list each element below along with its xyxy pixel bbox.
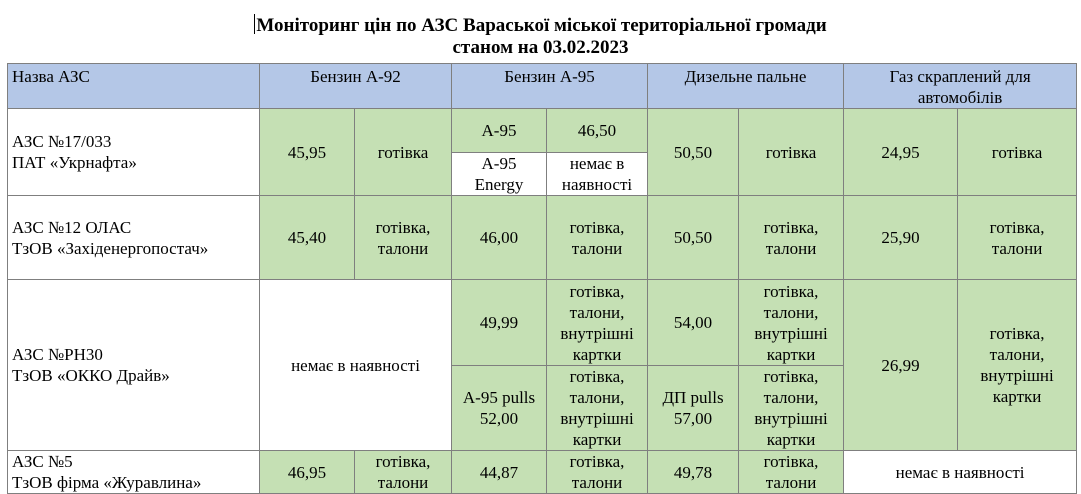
a95-label-cell: А-95 xyxy=(452,109,547,153)
price-table xyxy=(7,63,1077,494)
header-diesel: Дизельне пальне xyxy=(648,64,844,109)
diesel-payment-cell: готівка, талони xyxy=(739,451,844,494)
diesel-price-cell: 54,00 xyxy=(648,280,739,366)
station-name-cell: АЗС №РН30 ТзОВ «ОККО Драйв» xyxy=(8,280,260,451)
table-row xyxy=(8,109,1077,153)
a95-pulls-cell: А-95 pulls 52,00 xyxy=(452,366,547,451)
a92-price-cell: 45,40 xyxy=(260,196,355,280)
a95-price-cell: 49,99 xyxy=(452,280,547,366)
station-name-cell: АЗС №17/033 ПАТ «Укрнафта» xyxy=(8,109,260,196)
dp-pulls-cell: ДП pulls 57,00 xyxy=(648,366,739,451)
gas-price-cell: 26,99 xyxy=(844,280,958,451)
title-line-1: Моніторинг цін по АЗС Вараської міської територіальної громади xyxy=(256,15,827,36)
diesel-price-cell: 49,78 xyxy=(648,451,739,494)
diesel-payment-cell: готівка, талони, внутрішні картки xyxy=(739,280,844,366)
diesel-price-cell: 50,50 xyxy=(648,109,739,196)
a95-energy-label-cell: А-95 Energy xyxy=(452,153,547,196)
header-gas: Газ скраплений для автомобілів xyxy=(844,64,1077,109)
a92-price-cell: 46,95 xyxy=(260,451,355,494)
header-row xyxy=(8,64,1077,109)
a92-payment-cell: готівка, талони xyxy=(355,196,452,280)
page-title xyxy=(0,14,1081,59)
gas-price-cell: 25,90 xyxy=(844,196,958,280)
diesel-payment-cell: готівка, талони xyxy=(739,196,844,280)
a95-price-cell: 44,87 xyxy=(452,451,547,494)
table-row xyxy=(8,451,1077,494)
gas-payment-cell: готівка xyxy=(958,109,1077,196)
a92-status-cell: немає в наявності xyxy=(260,280,452,451)
gas-status-cell: немає в наявності xyxy=(844,451,1077,494)
dp-pulls-payment-cell: готівка, талони, внутрішні картки xyxy=(739,366,844,451)
a95-payment-cell: готівка, талони, внутрішні картки xyxy=(547,280,648,366)
a95-payment-cell: готівка, талони xyxy=(547,196,648,280)
table-row xyxy=(8,280,1077,366)
a95-energy-status-cell: немає в наявності xyxy=(547,153,648,196)
title-line-2: станом на 03.02.2023 xyxy=(452,37,629,58)
diesel-payment-cell: готівка xyxy=(739,109,844,196)
gas-price-cell: 24,95 xyxy=(844,109,958,196)
header-a95: Бензин А-95 xyxy=(452,64,648,109)
diesel-price-cell: 50,50 xyxy=(648,196,739,280)
a95-pulls-payment-cell: готівка, талони, внутрішні картки xyxy=(547,366,648,451)
a92-price-cell: 45,95 xyxy=(260,109,355,196)
table-row xyxy=(8,196,1077,280)
a92-payment-cell: готівка, талони xyxy=(355,451,452,494)
a95-price-cell: 46,00 xyxy=(452,196,547,280)
header-name: Назва АЗС xyxy=(8,64,260,109)
a95-payment-cell: готівка, талони xyxy=(547,451,648,494)
header-a92: Бензин А-92 xyxy=(260,64,452,109)
a95-price-cell: 46,50 xyxy=(547,109,648,153)
gas-payment-cell: готівка, талони, внутрішні картки xyxy=(958,280,1077,451)
station-name-cell: АЗС №12 ОЛАС ТзОВ «Західенергопостач» xyxy=(8,196,260,280)
gas-payment-cell: готівка, талони xyxy=(958,196,1077,280)
station-name-cell: АЗС №5 ТзОВ фірма «Журавлина» xyxy=(8,451,260,494)
a92-payment-cell: готівка xyxy=(355,109,452,196)
